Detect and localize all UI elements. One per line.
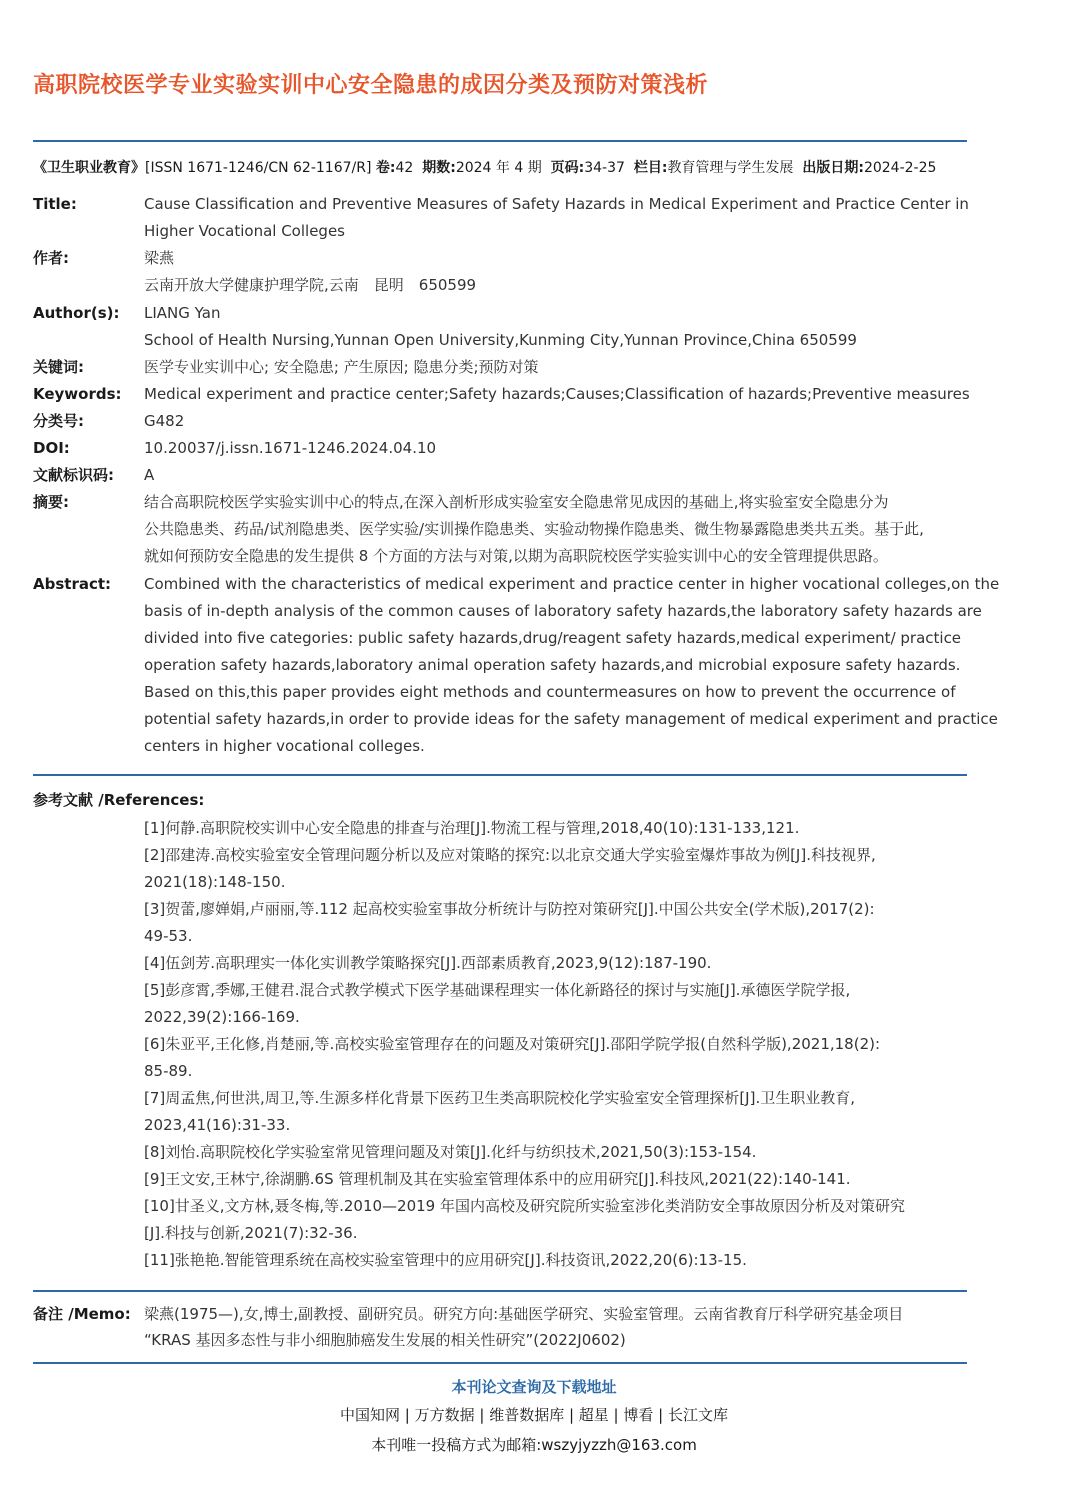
affiliation-en: School of Health Nursing,Yunnan Open University,Kunming City,Yunnan Province,China 650599 — [144, 331, 857, 349]
abstract-cn-line: 公共隐患类、药品/试剂隐患类、医学实验/实训操作隐患类、实验动物操作隐患类、微生物暴露隐患类共五类。基于此, — [144, 520, 924, 538]
reference-line: [11]张艳艳.智能管理系统在高校实验室管理中的应用研究[J].科技资讯,2022,20(6):13-15. — [144, 1251, 747, 1269]
footer-databases[interactable]: 中国知网 | 万方数据 | 维普数据库 | 超星 | 博看 | 长江文库 — [340, 1406, 728, 1424]
title-en-line: Higher Vocational Colleges — [144, 222, 345, 240]
class-text: G482 — [144, 412, 185, 430]
reference-line: [6]朱亚平,王化修,肖楚丽,等.高校实验室管理存在的问题及对策研究[J].邵阳学院学报(自然科学版),2021,18(2): — [144, 1035, 881, 1053]
article-title: 高职院校医学专业实验实训中心安全隐患的成因分类及预防对策浅析 — [33, 73, 709, 98]
title-en — [144, 191, 976, 245]
abstract-cn-line: 结合高职院校医学实验实训中心的特点,在深入剖析形成实验室安全隐患常见成因的基础上,将实验室安全隐患分为 — [144, 493, 889, 511]
reference-line: [2]邵建涛.高校实验室安全管理问题分析以及应对策略的探究:以北京交通大学实验室爆炸事故为例[J].科技视界, — [144, 846, 876, 864]
affiliation-cn: 云南开放大学健康护理学院,云南 昆明 650599 — [144, 276, 477, 294]
abstract-cn — [144, 489, 976, 570]
keywords-cn — [144, 354, 976, 381]
volume: 42 — [395, 160, 414, 176]
abstract-cn-label: 摘要: — [33, 493, 69, 511]
reference-line: 49-53. — [144, 927, 193, 945]
reference-line: [J].科技与创新,2021(7):32-36. — [144, 1224, 358, 1242]
date-label: 出版日期: — [802, 160, 864, 176]
reference-line: [1]何静.高职院校实训中心安全隐患的排查与治理[J].物流工程与管理,2018,40(10):131-133,121. — [144, 819, 800, 837]
memo-text — [144, 1301, 984, 1353]
abstract-en-line: Combined with the characteristics of medical experiment and practice center in higher vocational colleges,on the — [144, 575, 1000, 593]
class — [144, 408, 976, 435]
author-cn-label: 作者: — [33, 249, 69, 267]
reference-line: [3]贺蕾,廖婵娟,卢丽丽,等.112 起高校实验室事故分析统计与防控对策研究[J].中国公共安全(学术版),2017(2): — [144, 900, 875, 918]
keywords-en — [144, 381, 976, 408]
memo-line: “KRAS 基因多态性与非小细胞肺癌发生发展的相关性研究”(2022J0602) — [144, 1331, 626, 1349]
doi-label: DOI: — [33, 439, 70, 457]
docid — [144, 462, 976, 489]
reference-line: [5]彭彦霄,季娜,王健君.混合式教学模式下医学基础课程理实一体化新路径的探讨与实施[J].承德医学院学报, — [144, 981, 851, 999]
reference-line: 2023,41(16):31-33. — [144, 1116, 291, 1134]
divider-memo — [33, 1290, 967, 1292]
keywords-cn-text: 医学专业实训中心; 安全隐患; 产生原因; 隐患分类;预防对策 — [144, 358, 539, 376]
journal-name: 《卫生职业教育》 — [33, 160, 145, 176]
abstract-cn-line: 就如何预防安全隐患的发生提供 8 个方面的方法与对策,以期为高职院校医学实验实训中心的安全管理提供思路。 — [144, 547, 888, 565]
reference-line: [9]王文安,王林宁,徐湖鹏.6S 管理机制及其在实验室管理体系中的应用研究[J].科技风,2021(22):140-141. — [144, 1170, 851, 1188]
memo-label: 备注 /Memo: — [33, 1305, 131, 1323]
abstract-en — [144, 571, 1000, 760]
volume-label: 卷: — [375, 160, 396, 176]
pages-label: 页码: — [550, 160, 585, 176]
abstract-en-line: potential safety hazards,in order to provide ideas for the safety management of medical experiment and practice — [144, 710, 998, 728]
keywords-cn-label: 关键词: — [33, 358, 84, 376]
author-cn — [144, 245, 976, 299]
abstract-en-line: operation safety hazards,laboratory animal operation safety hazards,and microbial exposure safety hazards. — [144, 656, 961, 674]
footer-email[interactable]: 本刊唯一投稿方式为邮箱:wszyjyzzh@163.com — [371, 1436, 697, 1454]
footer-title: 本刊论文查询及下载地址 — [451, 1378, 617, 1396]
issue: 2024 年 4 期 — [455, 160, 542, 176]
column: 教育管理与学生发展 — [667, 160, 794, 176]
divider-top — [33, 140, 967, 142]
doi[interactable] — [144, 435, 976, 462]
abstract-en-line: centers in higher vocational colleges. — [144, 737, 425, 755]
reference-line: [7]周孟焦,何世洪,周卫,等.生源多样化背景下医药卫生类高职院校化学实验室安全管理探析[J].卫生职业教育, — [144, 1089, 855, 1107]
docid-label: 文献标识码: — [33, 466, 114, 484]
author-cn-name: 梁燕 — [144, 249, 175, 267]
author-en — [144, 300, 976, 354]
pages: 34-37 — [584, 160, 625, 176]
divider-footer — [33, 1362, 967, 1364]
doi-link[interactable]: 10.20037/j.issn.1671-1246.2024.04.10 — [144, 439, 437, 457]
reference-line: 85-89. — [144, 1062, 193, 1080]
author-en-label: Author(s): — [33, 304, 120, 322]
abstract-en-line: basis of in-depth analysis of the common causes of laboratory safety hazards,the laboratory safety hazards are — [144, 602, 982, 620]
title-en-line: Cause Classification and Preventive Measures of Safety Hazards in Medical Experiment and Practice Center in — [144, 195, 969, 213]
title-label: Title: — [33, 195, 77, 213]
reference-line: [8]刘怡.高职院校化学实验室常见管理问题及对策[J].化纤与纺织技术,2021,50(3):153-154. — [144, 1143, 757, 1161]
abstract-en-label: Abstract: — [33, 575, 112, 593]
reference-line: 2022,39(2):166-169. — [144, 1008, 300, 1026]
references-label: 参考文献 /References: — [33, 791, 205, 809]
issn: [ISSN 1671-1246/CN 62-1167/R] — [145, 160, 372, 176]
abstract-en-line: divided into five categories: public safety hazards,drug/reagent safety hazards,medical experiment/ practice — [144, 629, 962, 647]
memo-line: 梁燕(1975—),女,博士,副教授、副研究员。研究方向:基础医学研究、实验室管理。云南省教育厅科学研究基金项目 — [144, 1305, 904, 1323]
references-list — [144, 815, 976, 1274]
column-label: 栏目: — [633, 160, 668, 176]
reference-line: 2021(18):148-150. — [144, 873, 286, 891]
reference-line: [10]甘圣义,文方林,聂冬梅,等.2010—2019 年国内高校及研究院所实验室涉化类消防安全事故原因分析及对策研究 — [144, 1197, 905, 1215]
date: 2024-2-25 — [863, 160, 937, 176]
keywords-en-text: Medical experiment and practice center;Safety hazards;Causes;Classification of hazards;Preventive measures — [144, 385, 970, 403]
meta-line — [33, 157, 1063, 177]
abstract-en-line: Based on this,this paper provides eight methods and countermeasures on how to prevent the occurrence of — [144, 683, 956, 701]
divider-references — [33, 774, 967, 776]
author-en-name: LIANG Yan — [144, 304, 221, 322]
reference-line: [4]伍剑芳.高职理实一体化实训教学策略探究[J].西部素质教育,2023,9(12):187-190. — [144, 954, 712, 972]
keywords-en-label: Keywords: — [33, 385, 122, 403]
issue-label: 期数: — [422, 160, 456, 176]
docid-text: A — [144, 466, 155, 484]
class-label: 分类号: — [33, 412, 84, 430]
